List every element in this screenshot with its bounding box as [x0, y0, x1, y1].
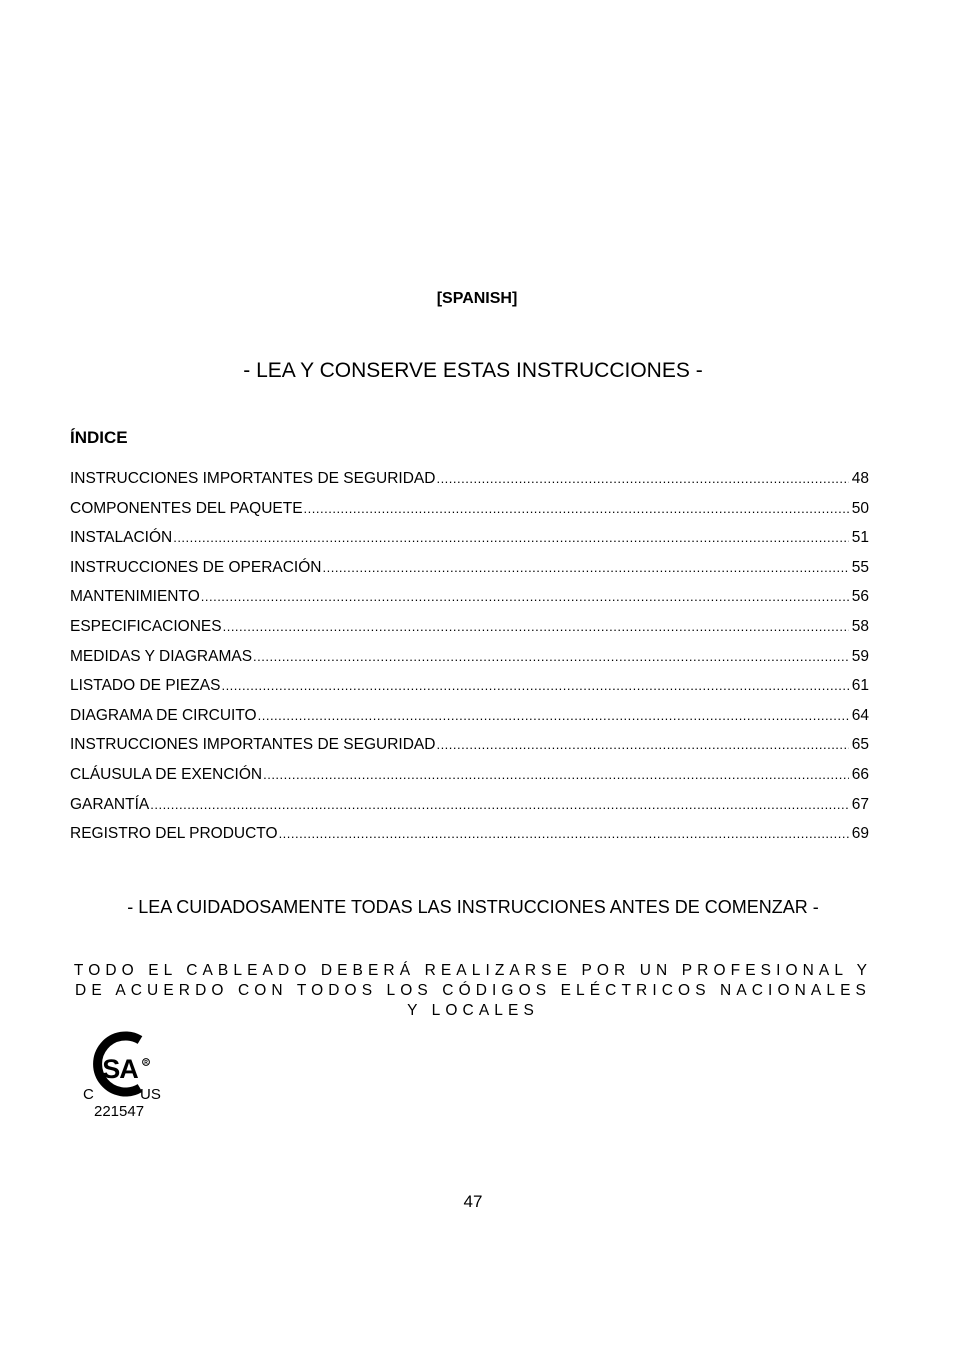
page-number: 47: [463, 1192, 483, 1211]
toc-leader-dots: [223, 617, 849, 637]
toc-leader-dots: [263, 765, 849, 785]
toc-leader-dots: [201, 587, 849, 607]
toc-entry-page: 69: [851, 825, 869, 843]
toc-entry[interactable]: [70, 499, 869, 529]
toc-entry[interactable]: [70, 469, 869, 499]
csa-logo-letters: SA: [102, 1054, 138, 1084]
toc-entry-page: 67: [851, 795, 869, 813]
svg-text:R: R: [144, 1060, 148, 1066]
toc-entry-page: 65: [851, 736, 869, 754]
toc-entry-page: 55: [851, 558, 869, 576]
toc-entry-label: ESPECIFICACIONES: [70, 617, 222, 635]
toc-leader-dots: [436, 735, 848, 755]
csa-left-mark: C: [83, 1086, 94, 1103]
main-heading: - LEA Y CONSERVE ESTAS INSTRUCCIONES -: [243, 359, 703, 382]
toc-entry-page: 56: [851, 588, 869, 606]
toc-entry-label: INSTRUCCIONES IMPORTANTES DE SEGURIDAD: [70, 470, 436, 487]
toc-entry-label: INSTRUCCIONES IMPORTANTES DE SEGURIDAD: [70, 736, 436, 754]
toc-entry[interactable]: [70, 765, 869, 795]
toc-entry-page: 48: [851, 470, 869, 487]
toc-entry-label: DIAGRAMA DE CIRCUITO: [70, 706, 257, 724]
toc-leader-dots: [279, 824, 849, 844]
toc-entry-page: 64: [851, 706, 869, 724]
read-instructions-notice: - LEA CUIDADOSAMENTE TODAS LAS INSTRUCCIONES ANTES DE COMENZAR -: [127, 897, 819, 917]
toc-entry-page: 66: [851, 765, 869, 783]
toc-entry-page: 61: [851, 677, 869, 695]
toc-entry[interactable]: [70, 824, 869, 854]
toc-entry[interactable]: [70, 587, 869, 617]
language-label: [SPANISH]: [436, 290, 518, 307]
toc-entry-label: INSTRUCCIONES DE OPERACIÓN: [70, 558, 322, 576]
wiring-notice: TODO EL CABLEADO DEBERÁ REALIZARSE POR UN PROFESIONAL Y DE ACUERDO CON TODOS LOS CÓDIGOS ELÉCTRICOS NACIONALES Y LOCALES: [73, 962, 873, 1019]
toc-entry-label: COMPONENTES DEL PAQUETE: [70, 499, 303, 517]
toc-entry[interactable]: [70, 706, 869, 736]
toc-leader-dots: [436, 469, 848, 489]
toc-entry[interactable]: [70, 735, 869, 765]
toc-leader-dots: [258, 706, 849, 726]
toc-entry-page: 51: [851, 529, 869, 547]
toc-entry-label: MEDIDAS Y DIAGRAMAS: [70, 647, 253, 665]
toc-entry-label: INSTALACIÓN: [70, 529, 173, 547]
csa-right-mark: US: [140, 1086, 161, 1103]
toc-leader-dots: [150, 795, 849, 815]
index-title: ÍNDICE: [70, 428, 128, 447]
toc-leader-dots: [304, 499, 849, 519]
csa-certificate-number: 221547: [94, 1103, 145, 1120]
table-of-contents: [70, 469, 869, 854]
csa-certification-logo: [78, 1026, 178, 1122]
toc-leader-dots: [322, 558, 848, 578]
toc-leader-dots: [253, 647, 849, 667]
toc-leader-dots: [173, 528, 849, 548]
toc-entry[interactable]: [70, 676, 869, 706]
toc-entry-page: 50: [851, 499, 869, 517]
toc-entry-label: CLÁUSULA DE EXENCIÓN: [70, 765, 263, 783]
toc-entry[interactable]: [70, 528, 869, 558]
toc-entry-label: GARANTÍA: [70, 795, 150, 813]
toc-entry-label: REGISTRO DEL PRODUCTO: [70, 825, 278, 843]
toc-entry[interactable]: [70, 617, 869, 647]
toc-leader-dots: [221, 676, 848, 696]
toc-entry-page: 58: [851, 617, 869, 635]
toc-entry[interactable]: [70, 647, 869, 677]
toc-entry-label: MANTENIMIENTO: [70, 588, 200, 606]
toc-entry[interactable]: [70, 558, 869, 588]
toc-entry-label: LISTADO DE PIEZAS: [70, 677, 221, 695]
toc-entry[interactable]: [70, 795, 869, 825]
toc-entry-page: 59: [851, 647, 869, 665]
